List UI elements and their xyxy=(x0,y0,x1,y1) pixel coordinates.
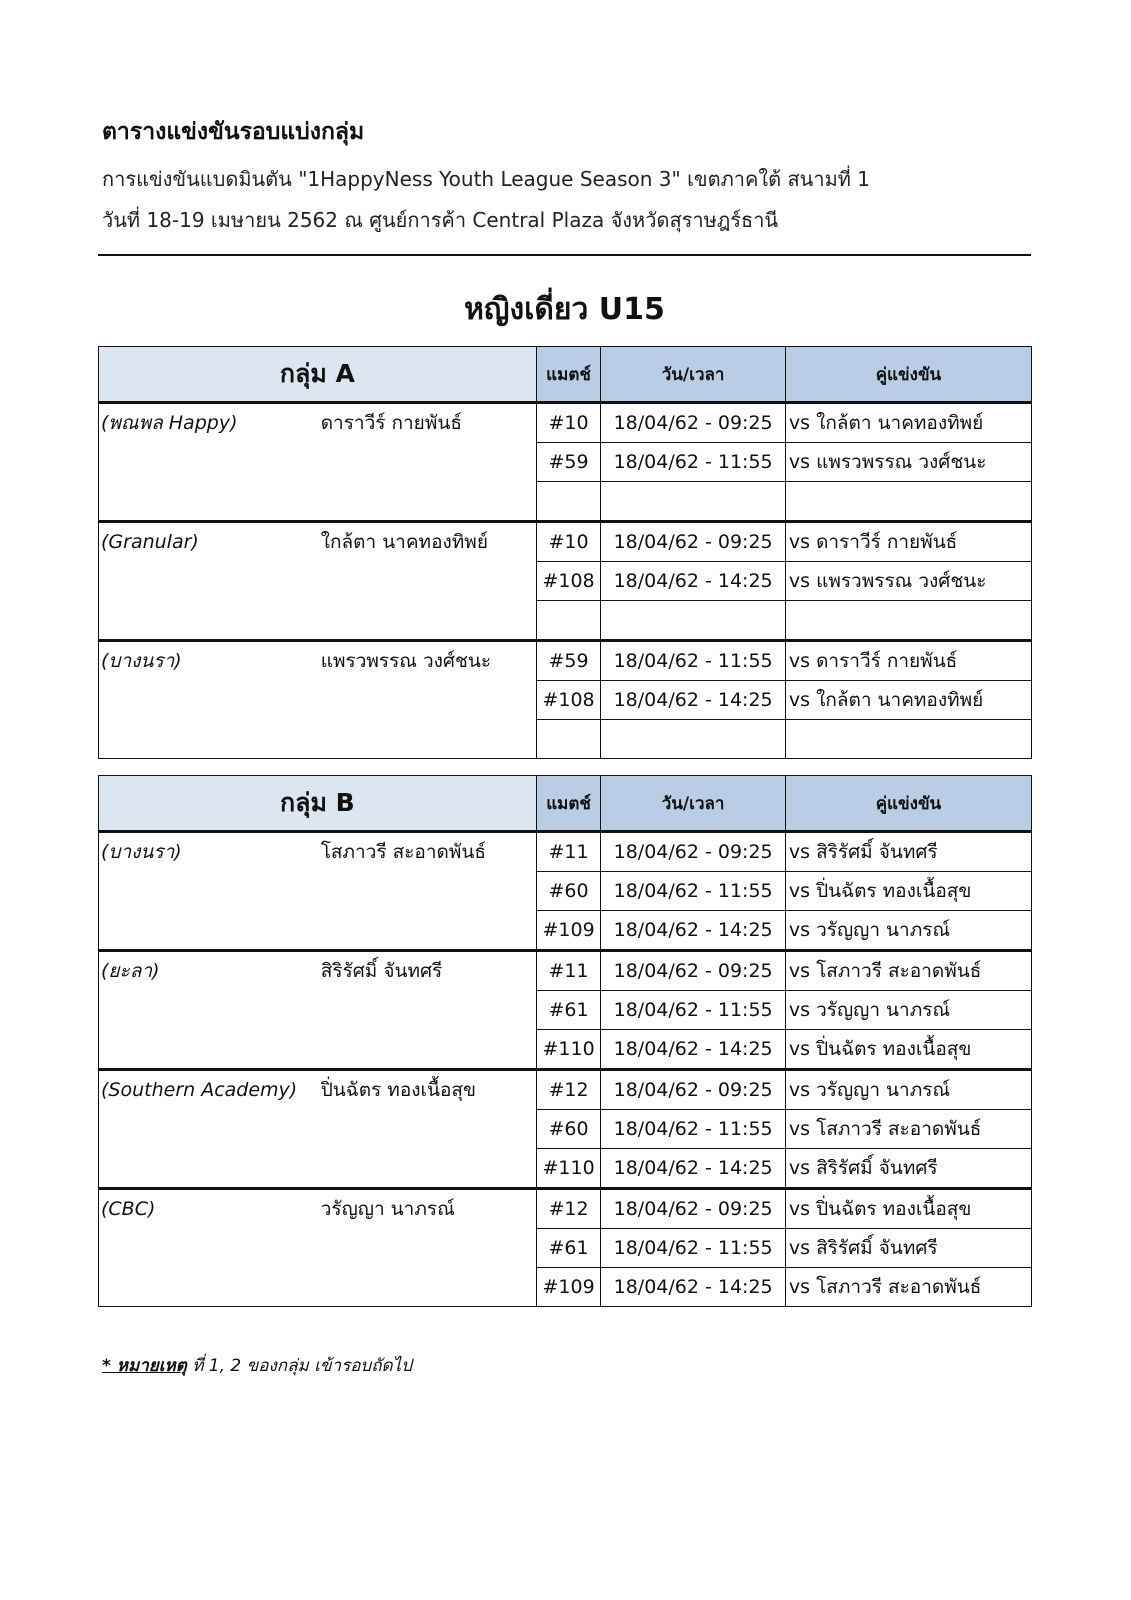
event-title: หญิงเดี่ยว U15 xyxy=(464,292,665,327)
match-datetime: 18/04/62 - 14:25 xyxy=(601,1268,786,1307)
match-opponent: vs วรัญญา นาภรณ์ xyxy=(785,1070,1031,1110)
player-name: ใกล้ตา นาคทองทิพย์ xyxy=(320,531,488,553)
match-opponent: vs ปิ่นฉัตร ทองเนื้อสุข xyxy=(785,1030,1031,1070)
competition-name: การแข่งขันแบดมินตัน "1HappyNess Youth League Season 3" เขตภาคใต้ สนามที่ 1 xyxy=(102,167,871,191)
group-header-row xyxy=(99,776,1032,832)
match-number: #109 xyxy=(536,911,601,951)
match-number: #110 xyxy=(536,1030,601,1070)
match-number: #10 xyxy=(536,403,601,443)
match-datetime: 18/04/62 - 14:25 xyxy=(601,681,786,720)
match-opponent: vs แพรวพรรณ วงศ์ชนะ xyxy=(785,443,1031,482)
match-opponent: vs ปิ่นฉัตร ทองเนื้อสุข xyxy=(785,872,1031,911)
match-number: #60 xyxy=(536,872,601,911)
match-datetime: 18/04/62 - 11:55 xyxy=(601,1110,786,1149)
player-team: (ยะลา) xyxy=(101,960,160,982)
match-number: #59 xyxy=(536,641,601,681)
match-opponent: vs โสภาวรี สะอาดพันธ์ xyxy=(785,1268,1031,1307)
match-opponent: vs วรัญญา นาภรณ์ xyxy=(785,991,1031,1030)
match-datetime xyxy=(601,720,786,759)
match-datetime xyxy=(601,482,786,522)
match-opponent: vs ปิ่นฉัตร ทองเนื้อสุข xyxy=(785,1189,1031,1229)
player-name-cell xyxy=(311,951,537,1070)
match-number: #10 xyxy=(536,522,601,562)
player-team-cell xyxy=(99,951,311,1070)
match-opponent: vs โสภาวรี สะอาดพันธ์ xyxy=(785,1110,1031,1149)
match-opponent: vs สิริรัศมิ์ จันทศรี xyxy=(785,1229,1031,1268)
match-datetime: 18/04/62 - 14:25 xyxy=(601,911,786,951)
match-datetime: 18/04/62 - 09:25 xyxy=(601,1070,786,1110)
player-name: ดาราวีร์ กายพันธ์ xyxy=(320,412,462,434)
match-datetime: 18/04/62 - 09:25 xyxy=(601,832,786,872)
player-team: (บางนรา) xyxy=(101,841,182,863)
match-datetime: 18/04/62 - 09:25 xyxy=(601,403,786,443)
match-number: #12 xyxy=(536,1070,601,1110)
column-header-datetime: วัน/เวลา xyxy=(601,347,786,403)
player-name-cell xyxy=(311,1070,537,1189)
table-row xyxy=(99,1070,1032,1110)
match-opponent: vs ดาราวีร์ กายพันธ์ xyxy=(785,641,1031,681)
player-name: ปิ่นฉัตร ทองเนื้อสุข xyxy=(320,1079,476,1101)
player-team-cell xyxy=(99,403,311,522)
player-name-cell xyxy=(311,1189,537,1307)
header-divider xyxy=(98,254,1031,256)
group-name: กลุ่ม A xyxy=(99,347,537,403)
match-number: #59 xyxy=(536,443,601,482)
player-team-cell xyxy=(99,1070,311,1189)
player-name-cell xyxy=(311,641,537,759)
match-opponent: vs สิริรัศมิ์ จันทศรี xyxy=(785,832,1031,872)
match-datetime: 18/04/62 - 14:25 xyxy=(601,1030,786,1070)
player-team-cell xyxy=(99,522,311,641)
match-opponent: vs ใกล้ตา นาคทองทิพย์ xyxy=(785,403,1031,443)
player-name: โสภาวรี สะอาดพันธ์ xyxy=(320,841,486,863)
column-header-match: แมตช์ xyxy=(536,347,601,403)
match-number: #108 xyxy=(536,681,601,720)
player-team-cell xyxy=(99,641,311,759)
match-number: #11 xyxy=(536,832,601,872)
table-row xyxy=(99,403,1032,443)
match-number: #61 xyxy=(536,1229,601,1268)
match-datetime: 18/04/62 - 09:25 xyxy=(601,951,786,991)
match-datetime: 18/04/62 - 14:25 xyxy=(601,1149,786,1189)
match-number xyxy=(536,482,601,522)
match-datetime: 18/04/62 - 11:55 xyxy=(601,1229,786,1268)
player-team: (CBC) xyxy=(101,1198,156,1220)
match-number: #12 xyxy=(536,1189,601,1229)
match-datetime xyxy=(601,601,786,641)
footnote xyxy=(102,1352,412,1379)
table-row xyxy=(99,951,1032,991)
match-opponent xyxy=(785,601,1031,641)
match-number: #109 xyxy=(536,1268,601,1307)
table-row xyxy=(99,832,1032,872)
match-number: #60 xyxy=(536,1110,601,1149)
match-opponent: vs ใกล้ตา นาคทองทิพย์ xyxy=(785,681,1031,720)
match-datetime: 18/04/62 - 09:25 xyxy=(601,1189,786,1229)
table-row xyxy=(99,1189,1032,1229)
player-team: (พณพล Happy) xyxy=(101,412,238,434)
match-opponent: vs ดาราวีร์ กายพันธ์ xyxy=(785,522,1031,562)
match-datetime: 18/04/62 - 14:25 xyxy=(601,562,786,601)
match-opponent: vs แพรวพรรณ วงศ์ชนะ xyxy=(785,562,1031,601)
match-number xyxy=(536,720,601,759)
match-number: #11 xyxy=(536,951,601,991)
player-team-cell xyxy=(99,1189,311,1307)
player-team: (บางนรา) xyxy=(101,650,182,672)
player-team-cell xyxy=(99,832,311,951)
player-name: แพรวพรรณ วงศ์ชนะ xyxy=(320,650,492,672)
competition-date-venue: วันที่ 18-19 เมษายน 2562 ณ ศูนย์การค้า Central Plaza จังหวัดสุราษฎร์ธานี xyxy=(102,208,779,232)
match-opponent: vs วรัญญา นาภรณ์ xyxy=(785,911,1031,951)
player-name-cell xyxy=(311,522,537,641)
player-name-cell xyxy=(311,832,537,951)
match-opponent: vs สิริรัศมิ์ จันทศรี xyxy=(785,1149,1031,1189)
match-datetime: 18/04/62 - 11:55 xyxy=(601,991,786,1030)
match-opponent xyxy=(785,720,1031,759)
table-row xyxy=(99,522,1032,562)
match-number xyxy=(536,601,601,641)
group-table xyxy=(98,775,1032,1307)
group-table xyxy=(98,346,1032,759)
column-header-match: แมตช์ xyxy=(536,776,601,832)
match-number: #110 xyxy=(536,1149,601,1189)
group-name: กลุ่ม B xyxy=(99,776,537,832)
match-datetime: 18/04/62 - 11:55 xyxy=(601,443,786,482)
footnote-label: * หมายเหตุ xyxy=(102,1356,187,1376)
column-header-opponent: คู่แข่งขัน xyxy=(785,776,1031,832)
player-name: วรัญญา นาภรณ์ xyxy=(320,1198,455,1220)
player-team: (Granular) xyxy=(101,531,199,553)
player-name: สิริรัศมิ์ จันทศรี xyxy=(320,960,443,982)
column-header-datetime: วัน/เวลา xyxy=(601,776,786,832)
document-title: ตารางแข่งขันรอบแบ่งกลุ่ม xyxy=(102,119,365,145)
table-row xyxy=(99,641,1032,681)
match-datetime: 18/04/62 - 11:55 xyxy=(601,872,786,911)
footnote-text: ที่ 1, 2 ของกลุ่ม เข้ารอบถัดไป xyxy=(186,1356,412,1376)
group-header-row xyxy=(99,347,1032,403)
player-name-cell xyxy=(311,403,537,522)
player-team: (Southern Academy) xyxy=(101,1079,298,1101)
match-datetime: 18/04/62 - 11:55 xyxy=(601,641,786,681)
match-number: #61 xyxy=(536,991,601,1030)
match-opponent xyxy=(785,482,1031,522)
match-opponent: vs โสภาวรี สะอาดพันธ์ xyxy=(785,951,1031,991)
match-number: #108 xyxy=(536,562,601,601)
column-header-opponent: คู่แข่งขัน xyxy=(785,347,1031,403)
match-datetime: 18/04/62 - 09:25 xyxy=(601,522,786,562)
